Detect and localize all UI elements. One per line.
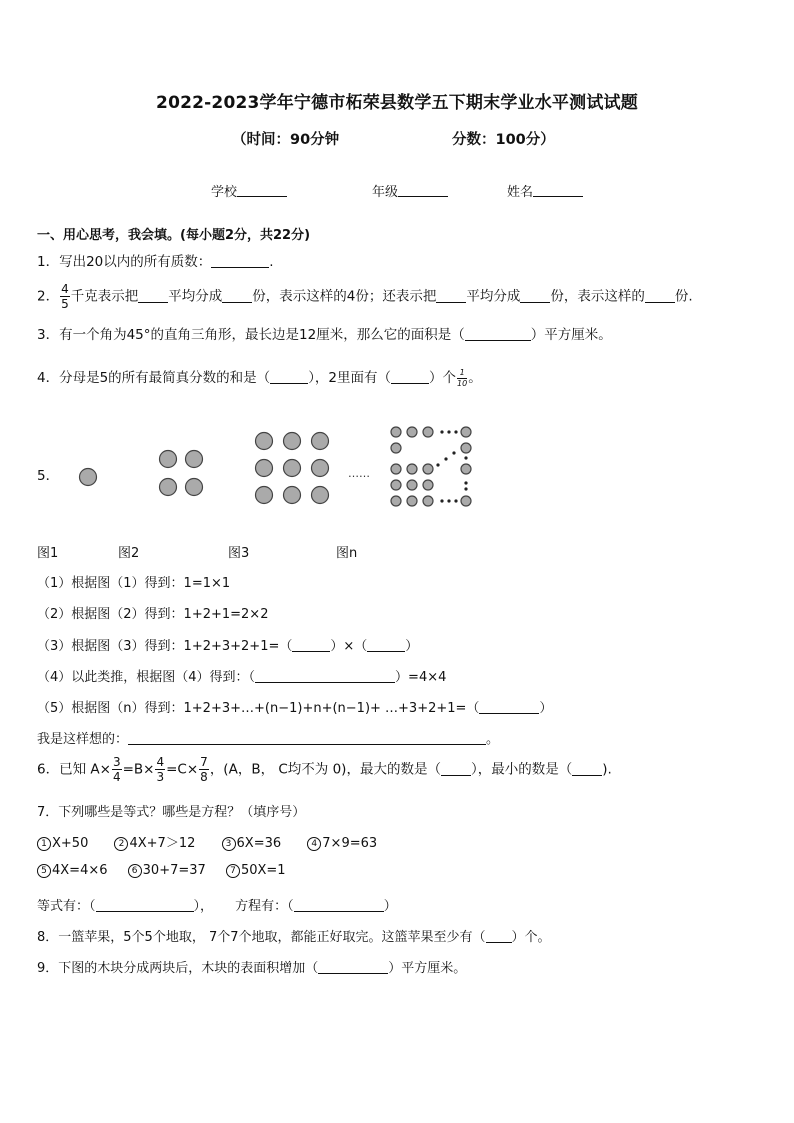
q7-item (37, 863, 108, 878)
q1-blank[interactable] (211, 254, 269, 268)
q5-l4-part1: （4）以此类推，根据图（4）得到：（ (37, 670, 256, 685)
grade-label: 年级 (372, 185, 399, 200)
q6-frac-3 (199, 756, 209, 783)
q4-part1: 4．分母是5的所有最简真分数的和是（ (37, 370, 271, 386)
school-blank[interactable] (237, 184, 287, 197)
q6-part2: =B× (122, 761, 155, 778)
q5-think-end: 。 (486, 732, 500, 747)
q7-item (222, 836, 282, 851)
score-info: 分数：100分） (452, 132, 555, 148)
q5-number: 5． (37, 468, 60, 484)
section-heading: 一、用心思考，我会填。(每小题2分，共22分) (37, 228, 311, 243)
q5-l3-blank-2[interactable] (367, 638, 405, 652)
question-1 (37, 250, 274, 270)
question-2 (37, 283, 693, 310)
circled-number: 3 (222, 837, 236, 851)
q6-blank-2[interactable] (572, 762, 602, 776)
q6-frac3-num: 7 (200, 755, 208, 769)
q4-part3: ）个 (429, 370, 457, 386)
q5-think-blank[interactable] (128, 731, 486, 745)
q3-text: 3．有一个角为45°的直角三角形，最长边是12厘米，那么它的面积是（ (37, 327, 465, 343)
name-blank[interactable] (533, 184, 583, 197)
q6-frac-1 (112, 756, 122, 783)
grade-field (372, 181, 448, 200)
q4-frac-den: 10 (457, 378, 468, 388)
fig3-dot (312, 460, 329, 477)
fig1-dot (80, 469, 97, 486)
q7-item (37, 836, 88, 851)
question-6 (37, 756, 612, 783)
q5-line-1: （1）根据图（1）得到：1=1×1 (37, 576, 231, 591)
q2-blank-1[interactable] (138, 289, 168, 303)
q2-blank-4[interactable] (520, 289, 550, 303)
q7-expr: 4X+7＞12 (129, 836, 196, 851)
q7-expr: 4X=4×6 (52, 863, 108, 878)
circled-number: 2 (114, 837, 128, 851)
question-8 (37, 926, 551, 945)
q1-text: 1．写出20以内的所有质数： (37, 254, 212, 270)
q5-l4-blank[interactable] (255, 669, 395, 683)
q5-line-3 (37, 635, 418, 654)
q2-part1: 千克表示把 (70, 288, 139, 305)
fig3-dot (256, 460, 273, 477)
question-9 (37, 957, 466, 976)
q5-l3-part2: ）×（ (330, 639, 368, 654)
fig2-dot (186, 479, 203, 496)
time-info: （时间：90分钟 (232, 132, 340, 148)
fig3-dot (312, 433, 329, 450)
q4-fraction (457, 369, 467, 388)
fig3-dot (256, 433, 273, 450)
fig3-dot (284, 487, 301, 504)
fig2-dot (160, 479, 177, 496)
q7-items-row-2 (37, 863, 286, 878)
fig3-dot (284, 433, 301, 450)
fig2-dot (160, 451, 177, 468)
figure-ellipsis: …… (348, 467, 370, 480)
circled-number: 5 (37, 864, 51, 878)
q7-item (226, 863, 286, 878)
q7-item (114, 836, 195, 851)
q7-fangcheng-blank[interactable] (294, 898, 384, 912)
q7-fangcheng-label: 方程有：（ (235, 899, 294, 914)
q5-line-2: （2）根据图（2）得到：1+2+1=2×2 (37, 607, 269, 622)
q6-part6: ). (602, 761, 612, 778)
q8-end: ）个。 (511, 930, 551, 945)
q3-blank[interactable] (465, 327, 531, 341)
fig-label-3: 图3 (228, 546, 250, 561)
q5-l5-blank[interactable] (479, 700, 539, 714)
q6-part5: ），最小的数是（ (470, 761, 573, 778)
q2-part2: 平均分成 (168, 288, 223, 305)
fig-label-1: 图1 (37, 546, 59, 561)
q6-part1: 6．已知 A× (37, 761, 111, 778)
q2-blank-3[interactable] (436, 289, 466, 303)
q9-text: 9．下图的木块分成两块后，木块的表面积增加（ (37, 961, 319, 976)
q5-l3-blank-1[interactable] (292, 638, 330, 652)
q6-frac2-den: 3 (156, 770, 165, 784)
q3-end: ）平方厘米。 (530, 327, 612, 343)
q8-text: 8．一篮苹果，5个5个地取， 7个7个地取，都能正好取完。这篮苹果至少有（ (37, 930, 486, 945)
q7-expr: 6X=36 (236, 836, 282, 851)
q6-part3: =C× (166, 761, 199, 778)
fig2-dot (186, 451, 203, 468)
q5-line-5 (37, 697, 552, 716)
q7-item (128, 863, 206, 878)
fig3-dot (284, 460, 301, 477)
q8-blank[interactable] (486, 929, 512, 943)
fig-label-2: 图2 (118, 546, 140, 561)
circled-number: 4 (307, 837, 321, 851)
q7-fangcheng-end: ） (383, 899, 397, 914)
page-title: 2022-2023学年宁德市柘荣县数学五下期末学业水平测试试题 (156, 93, 638, 113)
question-7: 7．下列哪些是等式？哪些是方程？（填序号） (37, 805, 306, 820)
q5-think-label: 我是这样想的： (37, 732, 129, 747)
q2-part4: 平均分成 (466, 288, 521, 305)
school-field (211, 181, 287, 200)
q7-item (307, 836, 377, 851)
fig-label-n: 图n (336, 546, 358, 561)
q5-l5-part1: （5）根据图（n）得到：1+2+3+…+(n−1)+n+(n−1)+ …+3+2+1=（ (37, 701, 480, 716)
q6-frac1-den: 4 (112, 770, 121, 784)
q6-frac3-den: 8 (200, 770, 208, 784)
q2-blank-5[interactable] (645, 289, 675, 303)
q4-end: 。 (468, 370, 482, 386)
q4-blank-1[interactable] (270, 370, 308, 384)
q7-answer-line (37, 895, 397, 914)
q9-blank[interactable] (318, 960, 388, 974)
q2-part3: 份，表示这样的4份；还表示把 (252, 288, 437, 305)
dot-pattern-figure (0, 425, 794, 515)
fig3-dot (312, 487, 329, 504)
q2-part5: 份，表示这样的 (550, 288, 645, 305)
question-3 (37, 323, 612, 343)
circled-number: 1 (37, 837, 51, 851)
name-field (507, 181, 583, 200)
school-label: 学校 (211, 185, 238, 200)
q2-frac-den: 5 (61, 297, 69, 311)
q2-part6: 份. (674, 288, 693, 305)
q6-frac2-num: 4 (156, 755, 165, 769)
q7-expr: 7×9=63 (322, 836, 378, 851)
circled-number: 6 (128, 864, 142, 878)
q5-l3-part3: ） (405, 639, 419, 654)
q5-l3-part1: （3）根据图（3）得到：1+2+3+2+1=（ (37, 639, 293, 654)
grade-blank[interactable] (398, 184, 448, 197)
q7-expr: X+50 (52, 836, 89, 851)
question-4 (37, 366, 482, 388)
q5-l5-part2: ） (539, 701, 553, 716)
q7-items-row-1 (37, 832, 377, 851)
fig3-dot (256, 487, 273, 504)
q2-fraction (60, 283, 70, 310)
circled-number: 7 (226, 864, 240, 878)
q7-expr: 30+7=37 (142, 863, 206, 878)
fign-dots (391, 427, 471, 506)
q6-frac-2 (155, 756, 165, 783)
q5-l4-part2: ）=4×4 (395, 670, 447, 685)
q7-equation-end: ）， (193, 899, 214, 914)
q2-number: 2． (37, 288, 60, 305)
q6-blank-1[interactable] (441, 762, 471, 776)
q2-frac-num: 4 (61, 282, 69, 296)
q5-line-4 (37, 666, 446, 685)
q9-end: ）平方厘米。 (388, 961, 467, 976)
q7-expr: 50X=1 (240, 863, 286, 878)
q2-blank-2[interactable] (222, 289, 252, 303)
q4-frac-num: 1 (457, 369, 467, 379)
q4-blank-2[interactable] (391, 370, 429, 384)
q1-end: . (269, 254, 274, 270)
q5-think-line (37, 728, 499, 747)
q7-equation-blank[interactable] (96, 898, 194, 912)
q4-part2: ），2里面有（ (308, 370, 392, 386)
q6-frac1-num: 3 (112, 755, 121, 769)
name-label: 姓名 (507, 185, 534, 200)
q7-equation-label: 等式有：（ (37, 899, 96, 914)
q6-part4: ，(A，B， C均不为 0)，最大的数是（ (209, 761, 441, 778)
